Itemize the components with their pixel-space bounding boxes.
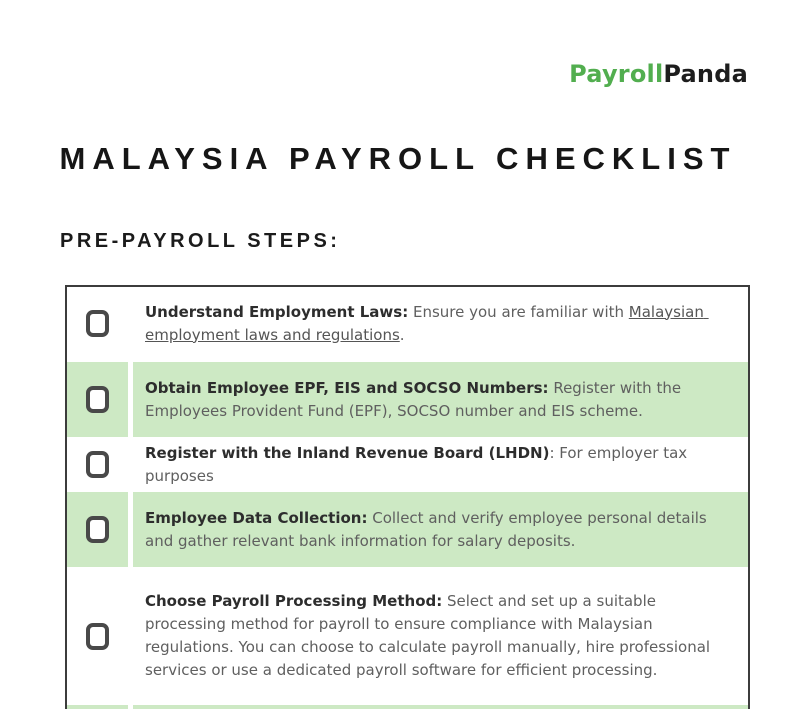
item-body-text: . — [399, 325, 405, 344]
checkbox-register-lhdn[interactable] — [86, 451, 109, 478]
checkbox-cell — [67, 705, 128, 709]
employment-laws-link[interactable]: Malaysian employment laws and regulations — [145, 302, 709, 344]
checklist-table — [65, 285, 750, 709]
checkbox-employee-data-collection[interactable] — [86, 516, 109, 543]
checkbox-cell — [67, 439, 128, 490]
item-body-text: Collect and verify employee personal details and gather relevant bank information for salary deposits. — [145, 508, 712, 550]
checklist-row-partial-next — [67, 705, 748, 709]
item-body-text: Register with the Employees Provident Fund (EPF), SOCSO number and EIS scheme. — [145, 378, 686, 420]
item-bold-label: Employee Data Collection: — [145, 508, 368, 527]
payrollpanda-logo — [569, 60, 748, 88]
checklist-row-obtain-epf-eis-socso — [67, 362, 748, 437]
item-body-text: : For employer tax purposes — [145, 443, 692, 485]
item-bold-label: Register with the Inland Revenue Board (LHDN) — [145, 443, 550, 462]
checkbox-choose-processing-method[interactable] — [86, 623, 109, 650]
checkbox-obtain-epf-eis-socso[interactable] — [86, 386, 109, 413]
checklist-row-register-lhdn — [67, 439, 748, 490]
item-bold-label: Choose Payroll Processing Method: — [145, 592, 443, 610]
checkbox-cell — [67, 287, 128, 360]
item-bold-label: Understand Employment Laws: — [145, 302, 409, 321]
item-text-cell — [133, 362, 748, 437]
item-text-cell — [133, 569, 748, 703]
item-bold-label: Obtain Employee EPF, EIS and SOCSO Numbers: — [145, 378, 549, 397]
page-title: MALAYSIA PAYROLL CHECKLIST — [59, 141, 737, 176]
checkbox-understand-employment-laws[interactable] — [86, 310, 109, 337]
checklist-row-employee-data-collection — [67, 492, 748, 567]
item-text-cell — [133, 287, 748, 360]
section-heading: PRE-PAYROLL STEPS: — [60, 230, 341, 252]
logo-payroll-text: Payroll — [569, 60, 664, 88]
checkbox-cell — [67, 492, 128, 567]
item-body-text: Ensure you are familiar with — [408, 302, 629, 321]
item-body-text: Select and set up a suitable processing method for payroll to ensure compliance with Malaysian regulations. You can choose to calculate payroll manually, hire professional services or use a dedicated payroll software for efficient processing. — [145, 592, 715, 679]
item-text-cell — [133, 439, 748, 490]
item-text-cell — [133, 705, 748, 709]
checkbox-cell — [67, 569, 128, 703]
checkbox-cell — [67, 362, 128, 437]
checklist-row-understand-employment-laws — [67, 287, 748, 360]
checklist-row-choose-processing-method — [67, 569, 748, 703]
logo-panda-text: Panda — [663, 60, 748, 88]
item-text-cell — [133, 492, 748, 567]
